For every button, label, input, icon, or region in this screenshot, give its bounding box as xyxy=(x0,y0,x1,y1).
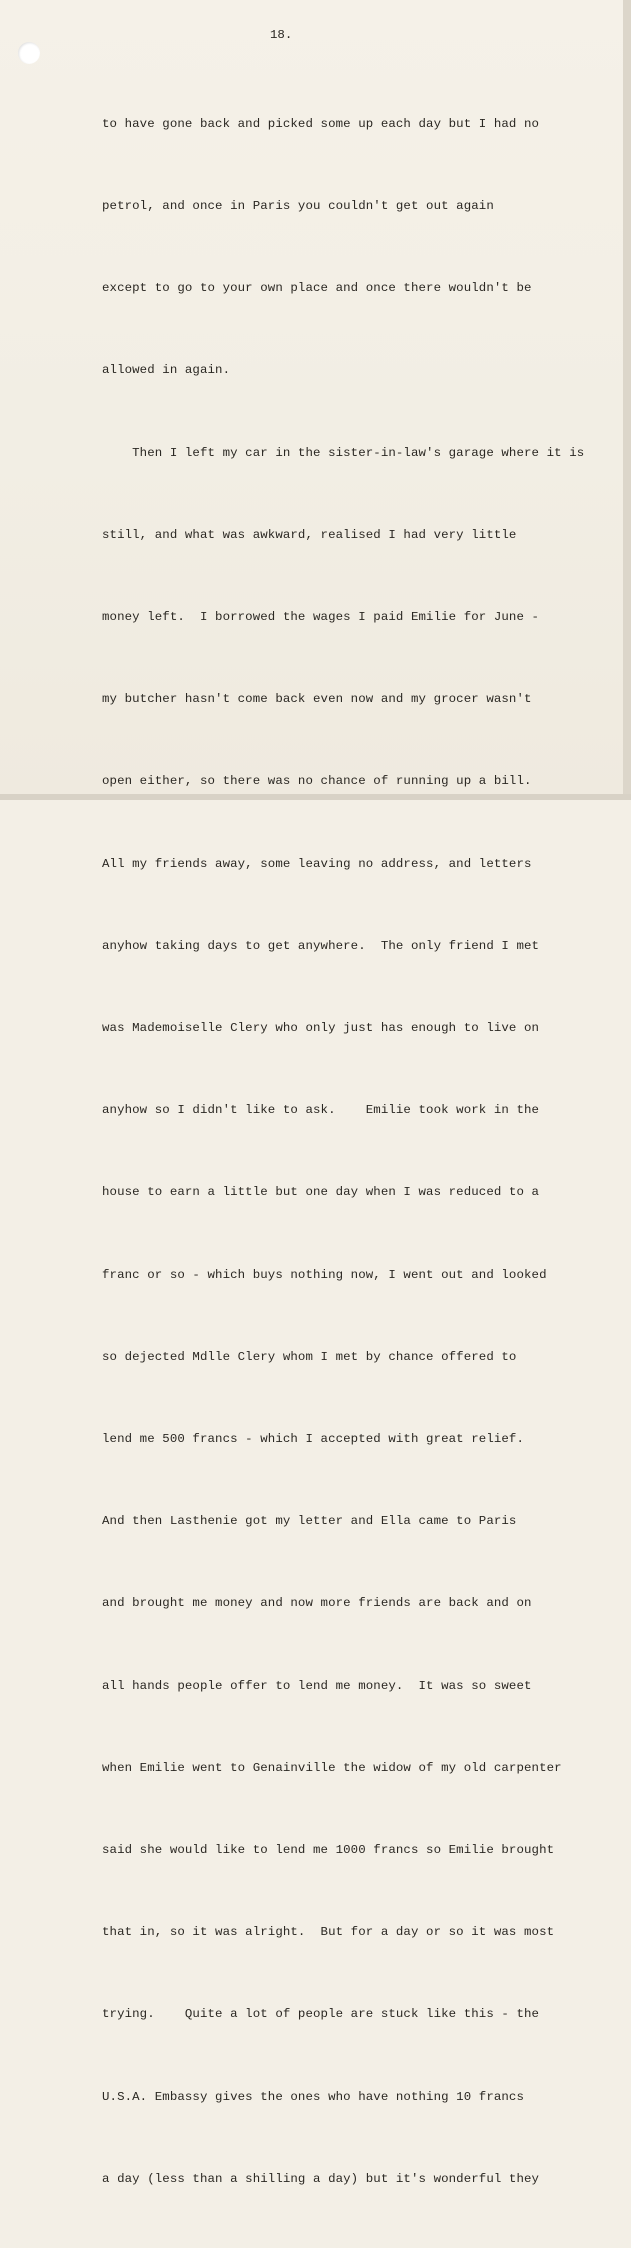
text-line: that in, so it was alright. But for a day or so it was most xyxy=(102,1925,555,1940)
text-line: a day (less than a shilling a day) but it's wonderful they xyxy=(102,2171,540,2186)
text-line: still, and what was awkward, realised I had very little xyxy=(102,527,517,542)
text-line: my butcher hasn't come back even now and my grocer wasn't xyxy=(102,692,532,707)
text-line: franc or so - which buys nothing now, I went out and looked xyxy=(102,1267,547,1282)
text-line: when Emilie went to Genainville the widow of my old carpenter xyxy=(102,1760,562,1775)
text-line: allowed in again. xyxy=(102,363,231,378)
text-line: trying. Quite a lot of people are stuck like this - the xyxy=(102,2007,540,2022)
text-line: anyhow so I didn't like to ask. Emilie took work in the xyxy=(102,1103,540,1118)
punch-hole xyxy=(18,42,40,64)
text-line: open either, so there was no chance of running up a bill. xyxy=(102,774,532,789)
paper-edge-right xyxy=(623,0,631,800)
text-line: lend me 500 francs - which I accepted with great relief. xyxy=(102,1432,524,1447)
text-line: All my friends away, some leaving no address, and letters xyxy=(102,856,532,871)
text-line: was Mademoiselle Clery who only just has enough to live on xyxy=(102,1021,540,1036)
text-line: so dejected Mdlle Clery whom I met by chance offered to xyxy=(102,1349,517,1364)
text-line: to have gone back and picked some up each day but I had no xyxy=(102,116,540,131)
text-line: anyhow taking days to get anywhere. The only friend I met xyxy=(102,938,540,953)
text-line: money left. I borrowed the wages I paid Emilie for June - xyxy=(102,610,540,625)
text-line: except to go to your own place and once there wouldn't be xyxy=(102,281,532,296)
text-line: house to earn a little but one day when I was reduced to a xyxy=(102,1185,540,1200)
text-line: U.S.A. Embassy gives the ones who have nothing 10 francs xyxy=(102,2089,524,2104)
text-line: Then I left my car in the sister-in-law's garage where it is xyxy=(102,445,585,460)
page-number: 18. xyxy=(270,28,293,42)
text-line: and brought me money and now more friends are back and on xyxy=(102,1596,532,1611)
text-line: all hands people offer to lend me money. It was so sweet xyxy=(102,1678,532,1693)
text-line: And then Lasthenie got my letter and Ella came to Paris xyxy=(102,1514,517,1529)
text-line: petrol, and once in Paris you couldn't get out again xyxy=(102,199,494,214)
typed-text-block xyxy=(102,56,602,2248)
text-line: said she would like to lend me 1000 francs so Emilie brought xyxy=(102,1843,555,1858)
